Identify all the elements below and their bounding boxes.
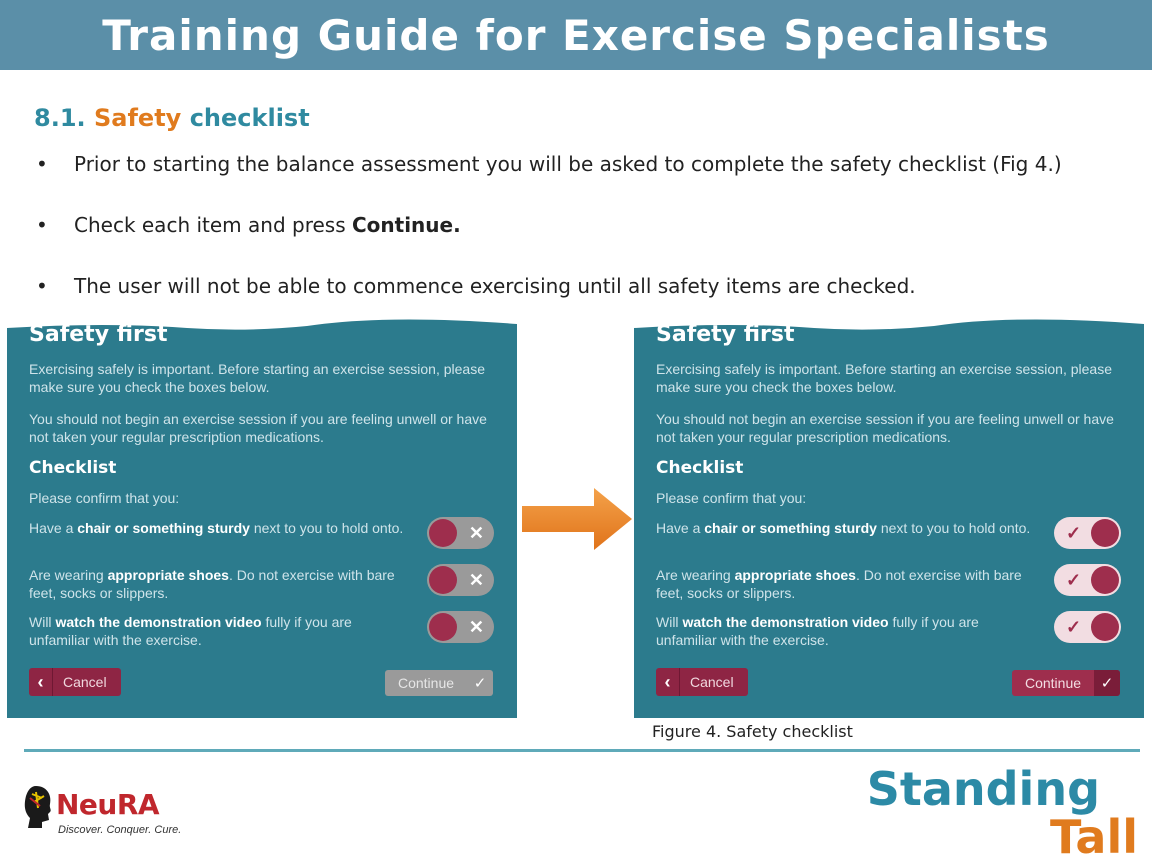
close-icon: ✕ — [468, 523, 484, 543]
panel-intro-2: You should not begin an exercise session if you are feeling unwell or have not taken your regular prescription medications. — [29, 411, 487, 445]
item-bold: watch the demonstration video — [682, 614, 889, 630]
bullet-text: Check each item and press — [74, 213, 352, 237]
section-title — [34, 104, 310, 132]
toggle-chair[interactable] — [1054, 517, 1121, 549]
safety-panel-unchecked — [7, 318, 517, 718]
checklist-item-video — [656, 613, 1036, 649]
cancel-button[interactable] — [656, 668, 748, 696]
toggle-knob — [1091, 566, 1119, 594]
close-icon: ✕ — [468, 570, 484, 590]
toggle-video[interactable] — [1054, 611, 1121, 643]
cancel-button[interactable] — [29, 668, 121, 696]
toggle-chair[interactable] — [427, 517, 494, 549]
head-silhouette-icon — [22, 784, 54, 828]
chevron-left-icon: ‹ — [29, 668, 53, 696]
panel-title: Safety first — [29, 322, 168, 347]
close-icon: ✕ — [468, 617, 484, 637]
item-text: fully if you are unfamiliar with the exercise. — [656, 614, 979, 648]
item-text: Will — [656, 614, 683, 630]
standing-word: Standing — [866, 762, 1100, 816]
item-bold: appropriate shoes — [107, 567, 229, 583]
safety-panel-checked — [634, 318, 1144, 718]
continue-button-enabled[interactable] — [1012, 670, 1120, 696]
title-banner — [0, 0, 1152, 70]
check-icon: ✓ — [1066, 570, 1082, 590]
bullet-press-continue — [36, 211, 461, 239]
continue-label: Continue — [1024, 675, 1082, 691]
standing-tall-logo — [866, 762, 1146, 864]
bullet-bold-text: Continue. — [351, 213, 461, 237]
item-text: fully if you are unfamiliar with the exercise. — [29, 614, 352, 648]
confirm-text: Please confirm that you: — [29, 490, 180, 506]
item-bold: appropriate shoes — [734, 567, 856, 583]
item-text: . Do not exercise with bare feet, socks or slippers. — [656, 567, 1022, 601]
footer-divider — [24, 749, 1140, 752]
bullet-text: The user will not be able to commence exercising until all safety items are checked. — [74, 274, 916, 298]
cancel-label: Cancel — [63, 674, 107, 690]
checklist-item-shoes — [29, 566, 409, 602]
item-text: Will — [29, 614, 56, 630]
item-text: Are wearing — [29, 567, 108, 583]
continue-button-disabled[interactable] — [385, 670, 493, 696]
panel-title: Safety first — [656, 322, 795, 347]
toggle-shoes[interactable] — [427, 564, 494, 596]
bullet-prior-checklist — [36, 150, 1062, 178]
neura-tagline: Discover. Conquer. Cure. — [58, 824, 182, 836]
check-icon: ✓ — [1094, 670, 1120, 696]
check-icon: ✓ — [1066, 523, 1082, 543]
item-text: Have a — [656, 520, 705, 536]
arrow-right-icon — [522, 488, 632, 550]
panel-intro-1: Exercising safely is important. Before starting an exercise session, please make sure you check the boxes below. — [29, 361, 485, 395]
toggle-knob — [429, 519, 457, 547]
section-number: 8.1. — [34, 104, 86, 132]
toggle-video[interactable] — [427, 611, 494, 643]
section-accent-word: Safety — [94, 104, 182, 132]
check-icon: ✓ — [1066, 617, 1082, 637]
item-bold: chair or something sturdy — [77, 520, 250, 536]
neura-name: NeuRA — [56, 788, 160, 821]
checklist-item-chair — [656, 519, 1036, 537]
toggle-knob — [429, 566, 457, 594]
panel-intro-1: Exercising safely is important. Before starting an exercise session, please make sure you check the boxes below. — [656, 361, 1112, 395]
checklist-item-video — [29, 613, 409, 649]
item-text: Have a — [29, 520, 78, 536]
continue-label: Continue — [397, 675, 455, 691]
bullet-must-check-all — [36, 272, 916, 300]
toggle-knob — [1091, 519, 1119, 547]
chevron-left-icon: ‹ — [656, 668, 680, 696]
checklist-heading: Checklist — [656, 458, 744, 478]
figure-caption: Figure 4. Safety checklist — [652, 722, 853, 741]
item-text: Are wearing — [656, 567, 735, 583]
confirm-text: Please confirm that you: — [656, 490, 807, 506]
tall-word: Tall — [1049, 810, 1138, 864]
item-text: next to you to hold onto. — [876, 520, 1031, 536]
item-text: . Do not exercise with bare feet, socks or slippers. — [29, 567, 395, 601]
section-title-rest: checklist — [189, 104, 310, 132]
item-bold: watch the demonstration video — [55, 614, 262, 630]
checklist-item-shoes — [656, 566, 1036, 602]
toggle-shoes[interactable] — [1054, 564, 1121, 596]
bullet-text: Prior to starting the balance assessment you will be asked to complete the safety checklist (Fig 4.) — [74, 152, 1062, 176]
toggle-knob — [1091, 613, 1119, 641]
check-icon: ✓ — [473, 675, 487, 692]
panel-intro-2: You should not begin an exercise session if you are feeling unwell or have not taken your regular prescription medications. — [656, 411, 1114, 445]
page-title: Training Guide for Exercise Specialists — [102, 10, 1050, 60]
item-text: next to you to hold onto. — [249, 520, 404, 536]
checklist-item-chair — [29, 519, 409, 537]
toggle-knob — [429, 613, 457, 641]
checklist-heading: Checklist — [29, 458, 117, 478]
neura-logo — [22, 784, 202, 840]
item-bold: chair or something sturdy — [704, 520, 877, 536]
cancel-label: Cancel — [690, 674, 734, 690]
